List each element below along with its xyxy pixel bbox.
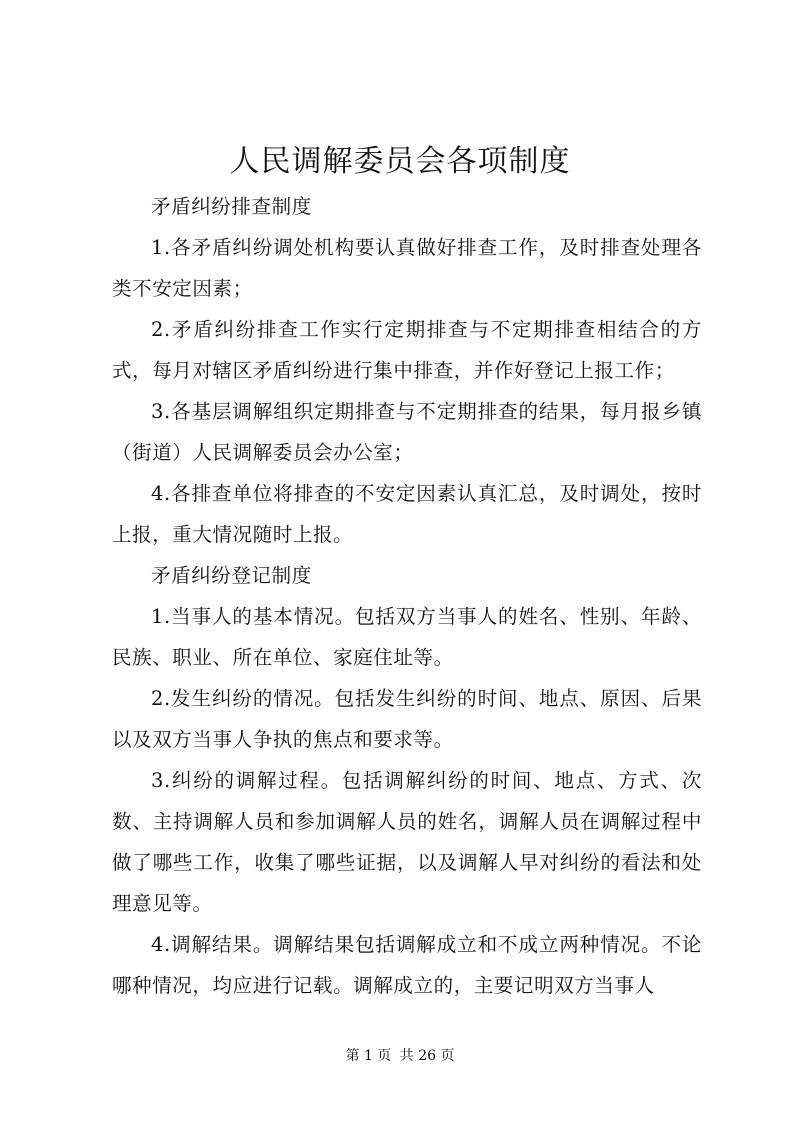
paragraph: 3.纠纷的调解过程。包括调解纠纷的时间、地点、方式、次数、主持调解人员和参加调解人员的姓名，调解人员在调解过程中做了哪些工作，收集了哪些证据，以及调解人早对纠纷的看法和处理意见等。 [112,769,702,915]
document-body [112,186,702,1006]
page-number: 第 1 页 [345,1048,392,1064]
section-heading-investigation: 矛盾纠纷排查制度 [151,195,312,218]
paragraph: 3.各基层调解组织定期排查与不定期排查的结果，每月报乡镇（街道）人民调解委员会办公室； [112,400,702,464]
paragraph: 1.各矛盾纠纷调处机构要认真做好排查工作，及时排查处理各类不安定因素； [112,236,702,300]
page-total: 共 26 页 [399,1048,455,1064]
paragraph: 2.矛盾纠纷排查工作实行定期排查与不定期排查相结合的方式，每月对辖区矛盾纠纷进行集中排查，并作好登记上报工作； [112,318,702,382]
paragraph: 4.调解结果。调解结果包括调解成立和不成立两种情况。不论哪种情况，均应进行记载。调解成立的，主要记明双方当事人 [112,933,702,997]
document-title: 人民调解委员会各项制度 [229,144,571,179]
page-footer [0,1046,800,1066]
paragraph: 4.各排查单位将排查的不安定因素认真汇总，及时调处，按时上报，重大情况随时上报。 [112,482,702,546]
paragraph: 1.当事人的基本情况。包括双方当事人的姓名、性别、年龄、民族、职业、所在单位、家庭住址等。 [112,605,702,669]
paragraph: 2.发生纠纷的情况。包括发生纠纷的时间、地点、原因、后果以及双方当事人争执的焦点和要求等。 [112,687,702,751]
section-heading-registration: 矛盾纠纷登记制度 [151,564,312,587]
